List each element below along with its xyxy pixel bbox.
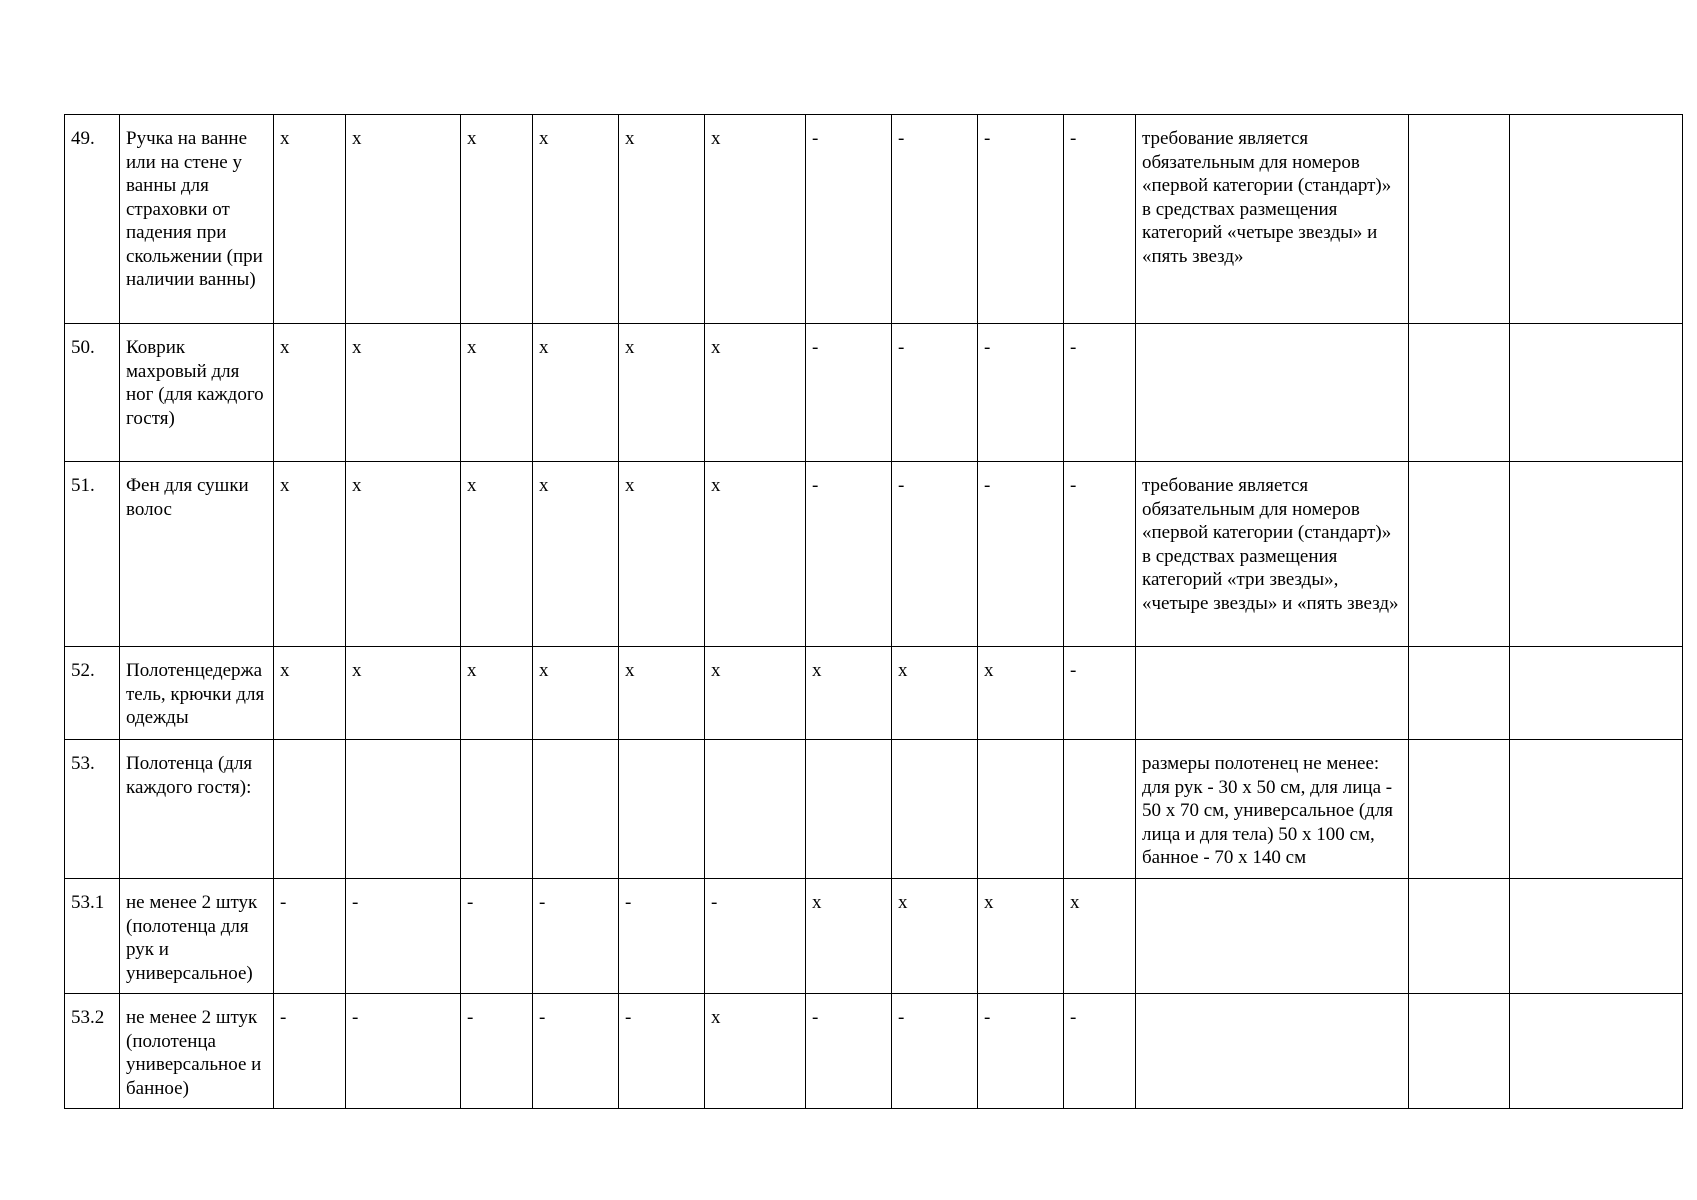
item-name: Ручка на ванне или на стене у ванны для страховки от падения при скольжении (при наличии ванны): [120, 115, 274, 324]
category-mark-10: [1064, 740, 1136, 879]
category-mark-10: x: [1064, 879, 1136, 994]
note-cell: размеры полотенец не менее: для рук - 30 х 50 см, для лица - 50 х 70 см, универсальное (для лица и для тела) 50 х 100 см, банное - 70 х 140 см: [1136, 740, 1409, 879]
empty-cell-1: [1409, 740, 1510, 879]
category-mark-1: x: [274, 462, 346, 647]
empty-cell-2: [1510, 994, 1683, 1109]
requirements-table: [64, 114, 1683, 1109]
category-mark-2: x: [346, 115, 461, 324]
row-number: 50.: [65, 324, 120, 462]
empty-cell-2: [1510, 740, 1683, 879]
table-row: [65, 462, 1683, 647]
row-number: 51.: [65, 462, 120, 647]
category-mark-9: x: [978, 879, 1064, 994]
item-name: не менее 2 штук (полотенца для рук и универсальное): [120, 879, 274, 994]
table-row: [65, 879, 1683, 994]
empty-cell-2: [1510, 879, 1683, 994]
category-mark-4: x: [533, 115, 619, 324]
note-cell: [1136, 647, 1409, 740]
category-mark-10: -: [1064, 647, 1136, 740]
empty-cell-1: [1409, 462, 1510, 647]
empty-cell-1: [1409, 879, 1510, 994]
category-mark-3: [461, 740, 533, 879]
category-mark-3: x: [461, 115, 533, 324]
category-mark-1: x: [274, 324, 346, 462]
category-mark-9: -: [978, 324, 1064, 462]
item-name: Коврик махровый для ног (для каждого гостя): [120, 324, 274, 462]
empty-cell-2: [1510, 115, 1683, 324]
empty-cell-1: [1409, 647, 1510, 740]
category-mark-5: x: [619, 647, 705, 740]
table-row: [65, 324, 1683, 462]
category-mark-1: x: [274, 647, 346, 740]
category-mark-5: -: [619, 994, 705, 1109]
category-mark-6: x: [705, 324, 806, 462]
category-mark-7: -: [806, 462, 892, 647]
category-mark-4: x: [533, 647, 619, 740]
category-mark-1: -: [274, 879, 346, 994]
category-mark-5: x: [619, 115, 705, 324]
empty-cell-2: [1510, 462, 1683, 647]
row-number: 52.: [65, 647, 120, 740]
category-mark-9: [978, 740, 1064, 879]
note-cell: [1136, 879, 1409, 994]
category-mark-4: x: [533, 462, 619, 647]
category-mark-1: x: [274, 115, 346, 324]
category-mark-6: [705, 740, 806, 879]
category-mark-5: -: [619, 879, 705, 994]
category-mark-2: x: [346, 324, 461, 462]
category-mark-2: [346, 740, 461, 879]
category-mark-8: -: [892, 115, 978, 324]
category-mark-8: -: [892, 324, 978, 462]
category-mark-4: -: [533, 994, 619, 1109]
category-mark-9: -: [978, 994, 1064, 1109]
table-row: [65, 740, 1683, 879]
category-mark-3: x: [461, 324, 533, 462]
category-mark-5: x: [619, 324, 705, 462]
category-mark-5: x: [619, 462, 705, 647]
category-mark-3: -: [461, 994, 533, 1109]
note-cell: [1136, 324, 1409, 462]
category-mark-6: x: [705, 462, 806, 647]
category-mark-2: x: [346, 647, 461, 740]
category-mark-7: [806, 740, 892, 879]
table-row: [65, 994, 1683, 1109]
empty-cell-1: [1409, 115, 1510, 324]
table-row: [65, 115, 1683, 324]
table-row: [65, 647, 1683, 740]
category-mark-8: -: [892, 462, 978, 647]
empty-cell-2: [1510, 324, 1683, 462]
category-mark-2: x: [346, 462, 461, 647]
category-mark-2: -: [346, 994, 461, 1109]
category-mark-7: x: [806, 647, 892, 740]
category-mark-10: -: [1064, 994, 1136, 1109]
category-mark-7: -: [806, 115, 892, 324]
category-mark-1: [274, 740, 346, 879]
row-number: 53.: [65, 740, 120, 879]
category-mark-7: x: [806, 879, 892, 994]
category-mark-10: -: [1064, 324, 1136, 462]
category-mark-8: x: [892, 647, 978, 740]
category-mark-4: -: [533, 879, 619, 994]
category-mark-6: x: [705, 115, 806, 324]
category-mark-6: x: [705, 994, 806, 1109]
empty-cell-1: [1409, 324, 1510, 462]
category-mark-1: -: [274, 994, 346, 1109]
table-body: [65, 115, 1683, 1109]
item-name: Полотенцедержатель, крючки для одежды: [120, 647, 274, 740]
category-mark-8: -: [892, 994, 978, 1109]
category-mark-8: [892, 740, 978, 879]
category-mark-3: -: [461, 879, 533, 994]
row-number: 53.1: [65, 879, 120, 994]
item-name: не менее 2 штук (полотенца универсальное и банное): [120, 994, 274, 1109]
category-mark-8: x: [892, 879, 978, 994]
note-cell: требование является обязательным для номеров «первой категории (стандарт)» в средствах размещения категорий «четыре звезды» и «пять звезд»: [1136, 115, 1409, 324]
category-mark-4: x: [533, 324, 619, 462]
category-mark-3: x: [461, 462, 533, 647]
note-cell: требование является обязательным для номеров «первой категории (стандарт)» в средствах размещения категорий «три звезды», «четыре звезды» и «пять звезд»: [1136, 462, 1409, 647]
category-mark-6: -: [705, 879, 806, 994]
category-mark-10: -: [1064, 462, 1136, 647]
category-mark-6: x: [705, 647, 806, 740]
category-mark-9: x: [978, 647, 1064, 740]
note-cell: [1136, 994, 1409, 1109]
category-mark-2: -: [346, 879, 461, 994]
category-mark-9: -: [978, 462, 1064, 647]
item-name: Полотенца (для каждого гостя):: [120, 740, 274, 879]
category-mark-5: [619, 740, 705, 879]
item-name: Фен для сушки волос: [120, 462, 274, 647]
row-number: 49.: [65, 115, 120, 324]
category-mark-9: -: [978, 115, 1064, 324]
category-mark-10: -: [1064, 115, 1136, 324]
category-mark-3: x: [461, 647, 533, 740]
row-number: 53.2: [65, 994, 120, 1109]
empty-cell-2: [1510, 647, 1683, 740]
category-mark-4: [533, 740, 619, 879]
category-mark-7: -: [806, 994, 892, 1109]
category-mark-7: -: [806, 324, 892, 462]
empty-cell-1: [1409, 994, 1510, 1109]
